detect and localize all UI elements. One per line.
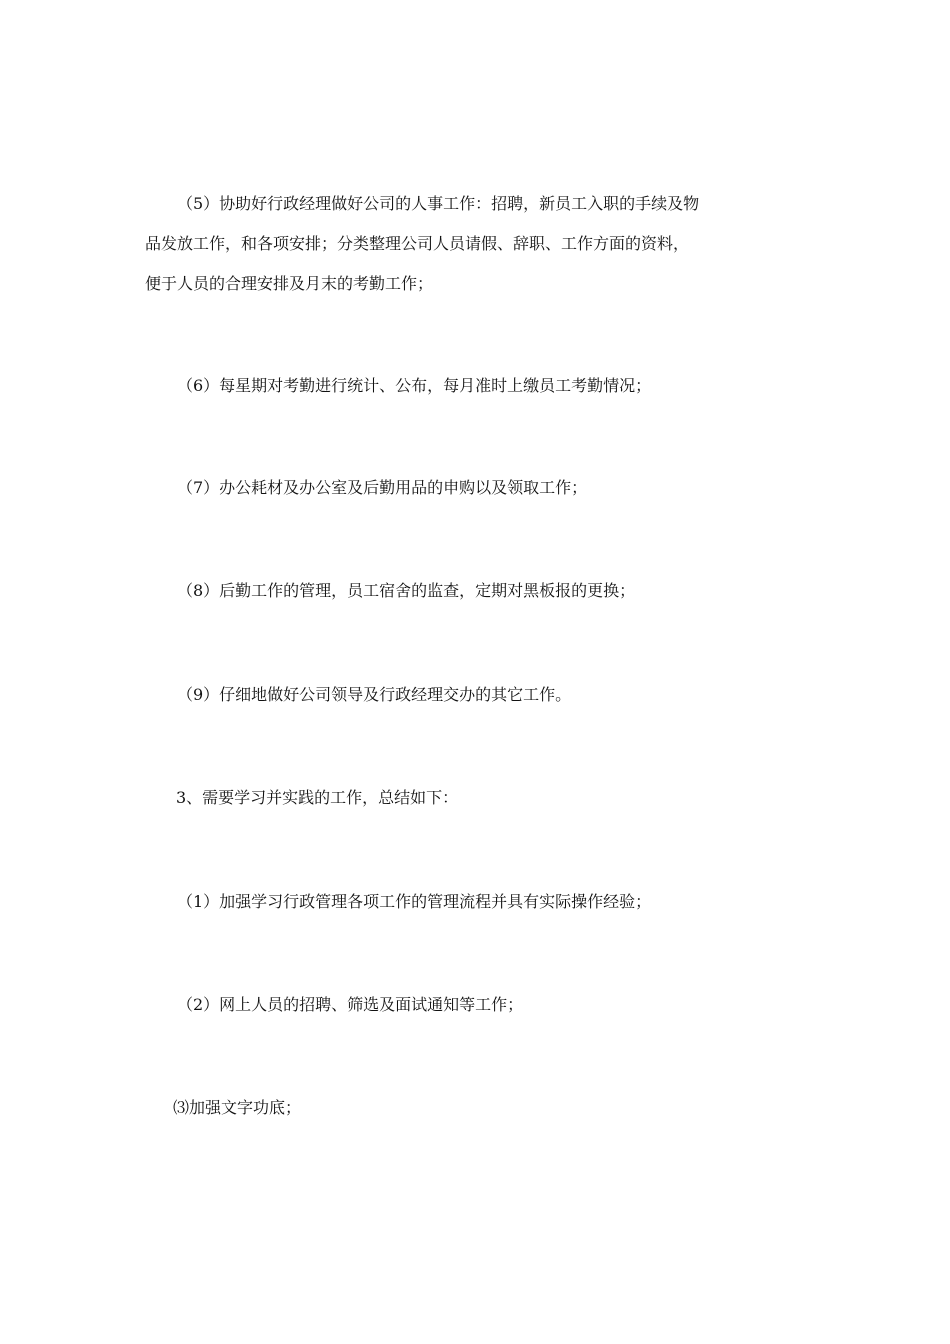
paragraph-8: （8）后勤工作的管理，员工宿舍的监查，定期对黑板报的更换； xyxy=(177,581,636,600)
section-3-heading: 3、需要学习并实践的工作，总结如下： xyxy=(176,788,459,807)
list-item-2: （2）网上人员的招聘、筛选及面试通知等工作； xyxy=(177,995,524,1014)
list-item-3: ⑶加强文字功底； xyxy=(173,1098,302,1117)
paragraph-5-line-2: 品发放工作，和各项安排；分类整理公司人员请假、辞职、工作方面的资料， xyxy=(145,234,690,253)
paragraph-5-line-3: 便于人员的合理安排及月末的考勤工作； xyxy=(145,274,434,293)
paragraph-7: （7）办公耗材及办公室及后勤用品的申购以及领取工作； xyxy=(177,478,588,497)
paragraph-5-line-1: （5）协助好行政经理做好公司的人事工作：招聘，新员工入职的手续及物 xyxy=(177,194,700,213)
list-item-1: （1）加强学习行政管理各项工作的管理流程并具有实际操作经验； xyxy=(177,892,652,911)
paragraph-9: （9）仔细地做好公司领导及行政经理交办的其它工作。 xyxy=(177,685,572,704)
paragraph-6: （6）每星期对考勤进行统计、公布，每月准时上缴员工考勤情况； xyxy=(177,376,652,395)
